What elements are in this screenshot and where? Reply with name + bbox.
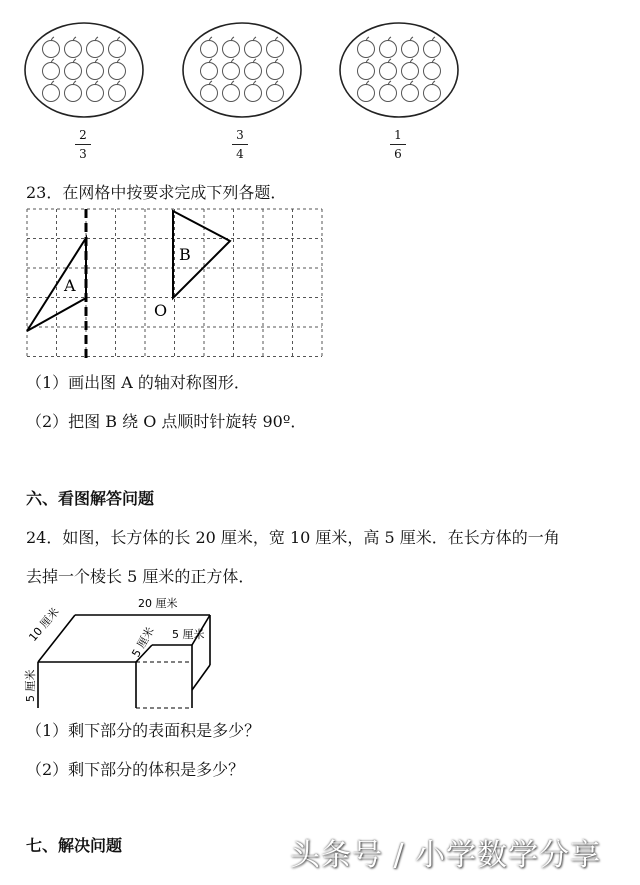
fraction-1-denominator: 3: [79, 147, 87, 161]
apple-icon: [43, 59, 60, 80]
fraction-3-denominator: 6: [394, 147, 402, 161]
apple-icon: [109, 37, 126, 58]
apple-icon: [87, 59, 104, 80]
q23-sub2: （2）把图 B 绕 O 点顺时针旋转 90º．: [26, 412, 307, 431]
label-cube-side: 5 厘米: [129, 624, 157, 660]
apple-icon: [267, 81, 284, 102]
apple-icon: [358, 81, 375, 102]
q24-sub1: （1）剩下部分的表面积是多少？: [26, 721, 261, 740]
q24-line1: 24．如图，长方体的长 20 厘米，宽 10 厘米，高 5 厘米．在长方体的一角: [26, 528, 560, 547]
apple-icon: [43, 81, 60, 102]
apple-icon: [424, 81, 441, 102]
q23-sub1: （1）画出图 A 的轴对称图形．: [26, 373, 250, 392]
fraction-2-denominator: 4: [236, 147, 244, 161]
apple-icon: [245, 81, 262, 102]
label-cube-top: 5 厘米: [172, 628, 205, 641]
apple-icon: [201, 81, 218, 102]
apple-icon: [109, 81, 126, 102]
fraction-2: [230, 128, 250, 161]
apple-icon: [87, 37, 104, 58]
q24-sub2: （2）剩下部分的体积是多少？: [26, 760, 245, 779]
apple-icon: [109, 59, 126, 80]
apple-icon: [43, 37, 60, 58]
apple-icon: [380, 37, 397, 58]
apple-icon: [245, 59, 262, 80]
apple-icon: [87, 81, 104, 102]
apple-icon: [380, 81, 397, 102]
apple-icon: [358, 37, 375, 58]
apple-icon: [380, 59, 397, 80]
apple-icon: [223, 81, 240, 102]
apple-icon: [65, 59, 82, 80]
label-b: B: [179, 245, 191, 264]
apple-groups: [0, 0, 640, 175]
apple-icon: [358, 59, 375, 80]
apple-icon: [424, 59, 441, 80]
label-height: 5 厘米: [24, 669, 37, 702]
apple-icon: [402, 37, 419, 58]
apple-icon: [402, 81, 419, 102]
fraction-2-numerator: 3: [236, 128, 244, 142]
cuboid-figure: [20, 590, 220, 715]
q24-line2: 去掉一个棱长 5 厘米的正方体．: [26, 567, 255, 586]
label-width: 10 厘米: [26, 605, 62, 644]
apple-icon: [223, 59, 240, 80]
apple-icon: [402, 59, 419, 80]
apple-icon: [223, 37, 240, 58]
section-6-heading: 六、看图解答问题: [26, 489, 155, 508]
fraction-1-numerator: 2: [79, 128, 87, 142]
apple-icon: [245, 37, 262, 58]
apple-icon: [267, 59, 284, 80]
fraction-3-numerator: 1: [394, 128, 402, 142]
watermark: 头条号 / 小学数学分享: [290, 838, 602, 873]
label-length: 20 厘米: [138, 597, 178, 610]
section-7-heading: 七、解决问题: [26, 836, 123, 855]
apple-icon: [65, 37, 82, 58]
apple-icon: [424, 37, 441, 58]
label-a: A: [64, 276, 76, 295]
apple-icon: [267, 37, 284, 58]
fraction-1: [73, 128, 93, 161]
q23-title: 23．在网格中按要求完成下列各题．: [26, 183, 287, 202]
apple-icon: [65, 81, 82, 102]
apple-icon: [201, 37, 218, 58]
q23-grid-figure: [20, 205, 330, 365]
apple-icon: [201, 59, 218, 80]
label-o: O: [154, 301, 168, 320]
fraction-3: [388, 128, 408, 161]
